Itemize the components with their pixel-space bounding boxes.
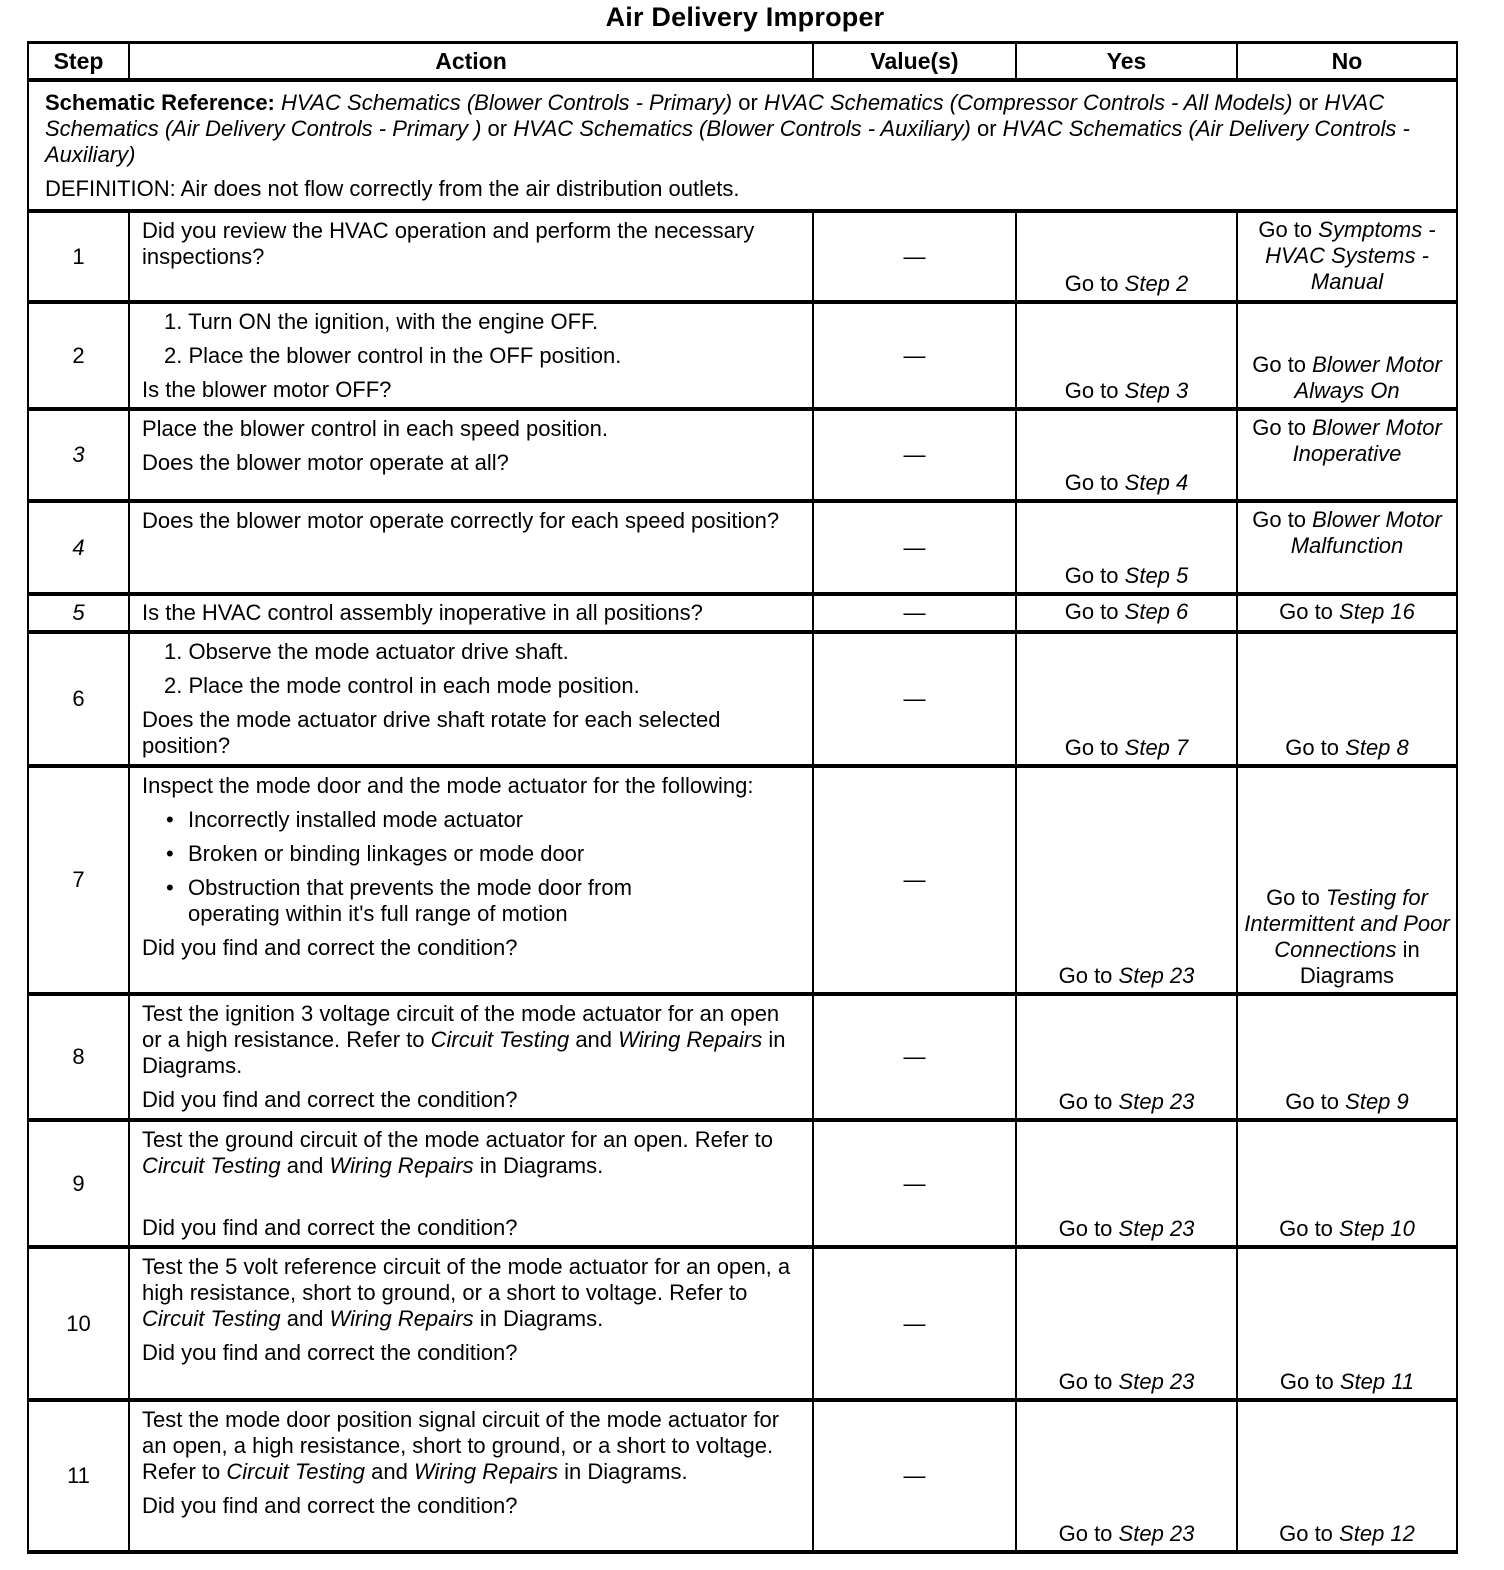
- step-number: 7: [28, 766, 129, 994]
- yes-link[interactable]: Step 6: [1124, 598, 1189, 624]
- yes-cell: [1016, 501, 1237, 594]
- step-number: 2: [28, 302, 129, 409]
- yes-link[interactable]: Step 2: [1124, 271, 1189, 296]
- no-cell: [1237, 632, 1457, 766]
- yes-link[interactable]: Step 23: [1118, 963, 1195, 988]
- question-text: Is the blower motor OFF?: [142, 377, 392, 402]
- no-cell: [1237, 409, 1457, 501]
- action-text: Test the mode door position signal circuit of the mode actuator for an open, a high resistance, short to ground, or a short to voltage. Refer to Circuit Testing and Wiring Repairs in Diagrams.: [142, 1407, 780, 1484]
- action-cell: [129, 994, 813, 1120]
- bullet-text: Obstruction that prevents the mode door from operating within it's full range of motion: [188, 875, 632, 926]
- yes-cell: [1016, 594, 1237, 632]
- yes-link[interactable]: Step 23: [1118, 1521, 1195, 1546]
- action-cell: [129, 1120, 813, 1247]
- goto-text: Go to: [1252, 507, 1307, 532]
- wiring-repairs-link[interactable]: Wiring Repairs: [329, 1153, 474, 1178]
- step-number: 9: [28, 1120, 129, 1247]
- question-text: Did you find and correct the condition?: [142, 1087, 518, 1112]
- table-row: [28, 211, 1457, 302]
- step-number: 10: [28, 1247, 129, 1400]
- no-cell: [1237, 994, 1457, 1120]
- yes-cell: [1016, 1120, 1237, 1247]
- yes-link[interactable]: Step 23: [1118, 1216, 1195, 1241]
- no-link[interactable]: Blower Motor Inoperative: [1292, 415, 1442, 466]
- schematic-link[interactable]: HVAC Schematics (Blower Controls - Auxiliary): [513, 116, 971, 141]
- goto-text: Go to: [1064, 378, 1119, 403]
- action-text: Test the ground circuit of the mode actuator for an open. Refer to Circuit Testing and Wiring Repairs in Diagrams.: [142, 1127, 774, 1178]
- goto-text: Go to: [1252, 352, 1307, 377]
- no-cell: [1237, 766, 1457, 994]
- question-text: Does the mode actuator drive shaft rotate for each selected position?: [142, 707, 721, 758]
- column-header-yes: Yes: [1016, 43, 1237, 81]
- circuit-testing-link[interactable]: Circuit Testing: [142, 1306, 281, 1331]
- schematic-reference-text: [45, 90, 1440, 168]
- bullet-text: Incorrectly installed mode actuator: [188, 807, 524, 832]
- joiner-text: or: [1298, 90, 1319, 115]
- bullet-text: Broken or binding linkages or mode door: [188, 841, 585, 866]
- page-title: Air Delivery Improper: [605, 2, 885, 32]
- action-cell: [129, 211, 813, 302]
- no-link[interactable]: Step 12: [1339, 1521, 1415, 1546]
- yes-link[interactable]: Step 23: [1118, 1089, 1195, 1114]
- yes-cell: [1016, 1247, 1237, 1400]
- table-row: [28, 409, 1457, 501]
- wiring-repairs-link[interactable]: Wiring Repairs: [413, 1459, 559, 1484]
- no-link[interactable]: Step 10: [1339, 1216, 1415, 1241]
- table-row: [28, 766, 1457, 994]
- action-text: Place the blower control in each speed position.: [142, 416, 608, 441]
- step-number: 11: [28, 1400, 129, 1552]
- table-header-row: [28, 43, 1457, 81]
- value-cell: —: [813, 594, 1016, 632]
- yes-cell: [1016, 1400, 1237, 1552]
- bullet-icon: •: [166, 807, 174, 832]
- definition-text: DEFINITION: Air does not flow correctly from the air distribution outlets.: [45, 176, 740, 201]
- no-link[interactable]: Testing for Intermittent and Poor Connections: [1244, 885, 1450, 962]
- diagnostic-table: [27, 41, 1458, 1554]
- joiner-text: or: [976, 116, 997, 141]
- action-cell: [129, 1400, 813, 1552]
- step-number: 5: [28, 594, 129, 632]
- substep: 2. Place the blower control in the OFF position.: [164, 343, 622, 368]
- value-cell: —: [813, 766, 1016, 994]
- no-cell: [1237, 1247, 1457, 1400]
- step-number: 6: [28, 632, 129, 766]
- action-cell: [129, 632, 813, 766]
- schematic-link[interactable]: HVAC Schematics (Blower Controls - Primary): [281, 90, 733, 115]
- goto-text: Go to: [1064, 735, 1119, 760]
- wiring-repairs-link[interactable]: Wiring Repairs: [329, 1306, 474, 1331]
- goto-text: Go to: [1064, 470, 1119, 495]
- goto-suffix-text: in Diagrams: [1299, 937, 1420, 988]
- table-row: [28, 1400, 1457, 1552]
- joiner-text: or: [487, 116, 508, 141]
- bullet-item: [142, 841, 804, 867]
- value-cell: —: [813, 409, 1016, 501]
- question-text: Did you find and correct the condition?: [142, 1215, 518, 1240]
- value-cell: —: [813, 632, 1016, 766]
- goto-text: Go to: [1058, 1216, 1113, 1241]
- table-row: [28, 594, 1457, 632]
- step-number: 3: [28, 409, 129, 501]
- no-link[interactable]: Blower Motor Always On: [1294, 352, 1442, 403]
- goto-text: Go to: [1285, 735, 1340, 760]
- column-header-no: No: [1237, 43, 1457, 81]
- yes-cell: [1016, 994, 1237, 1120]
- yes-link[interactable]: Step 7: [1124, 735, 1189, 760]
- step-number: 4: [28, 501, 129, 594]
- action-cell: [129, 1247, 813, 1400]
- yes-link[interactable]: Step 3: [1124, 378, 1189, 403]
- action-cell: [129, 409, 813, 501]
- bullet-icon: •: [166, 841, 174, 866]
- table-row: [28, 1120, 1457, 1247]
- yes-link[interactable]: Step 5: [1124, 563, 1189, 588]
- yes-link[interactable]: Step 23: [1118, 1369, 1195, 1394]
- action-text: Test the 5 volt reference circuit of the mode actuator for an open, a high resistance, short to ground, or a short to voltage. Refer to Circuit Testing and Wiring Repairs in Diagrams.: [142, 1254, 791, 1331]
- action-cell: [129, 302, 813, 409]
- schematic-reference-row: [28, 80, 1457, 211]
- question-text: Does the blower motor operate at all?: [142, 450, 509, 475]
- goto-text: Go to: [1266, 885, 1320, 910]
- column-header-values: Value(s): [813, 43, 1016, 81]
- goto-text: Go to: [1058, 1089, 1113, 1114]
- question-text: Did you find and correct the condition?: [142, 1340, 518, 1365]
- table-row: [28, 501, 1457, 594]
- action-text: Test the ignition 3 voltage circuit of the mode actuator for an open or a high resistance. Refer to Circuit Testing and Wiring Repairs in Diagrams.: [142, 1001, 786, 1078]
- step-number: 1: [28, 211, 129, 302]
- no-cell: [1237, 211, 1457, 302]
- goto-text: Go to: [1058, 1369, 1113, 1394]
- no-cell: [1237, 594, 1457, 632]
- no-link[interactable]: Blower Motor Malfunction: [1290, 507, 1442, 558]
- no-link[interactable]: Step 16: [1339, 598, 1415, 624]
- value-cell: —: [813, 1247, 1016, 1400]
- action-cell: [129, 594, 813, 632]
- no-cell: [1237, 501, 1457, 594]
- wiring-repairs-link[interactable]: Wiring Repairs: [618, 1027, 763, 1052]
- action-text: Does the blower motor operate correctly for each speed position?: [142, 508, 780, 533]
- joiner-text: or: [738, 90, 758, 115]
- action-cell: [129, 766, 813, 994]
- goto-text: Go to: [1279, 598, 1333, 624]
- table-row: [28, 302, 1457, 409]
- schematic-link[interactable]: HVAC Schematics (Compressor Controls - All Models): [763, 90, 1293, 115]
- no-link[interactable]: Step 11: [1339, 1369, 1415, 1394]
- bullet-item: [142, 875, 804, 927]
- schematic-link[interactable]: HVAC Schematics (Air Delivery Controls - Primary ): [45, 90, 1385, 141]
- question-text: Did you find and correct the condition?: [142, 935, 518, 960]
- action-text: Is the HVAC control assembly inoperative in all positions?: [142, 600, 703, 625]
- goto-text: Go to: [1279, 1216, 1333, 1241]
- column-header-action: Action: [129, 43, 813, 81]
- goto-text: Go to: [1058, 1521, 1113, 1546]
- value-cell: —: [813, 211, 1016, 302]
- action-text: Inspect the mode door and the mode actuator for the following:: [142, 773, 754, 798]
- bullet-item: [142, 807, 804, 833]
- goto-text: Go to: [1252, 415, 1307, 440]
- substep: 2. Place the mode control in each mode position.: [164, 673, 640, 698]
- goto-text: Go to: [1285, 1089, 1340, 1114]
- value-cell: —: [813, 1120, 1016, 1247]
- no-link[interactable]: Step 8: [1345, 735, 1409, 760]
- no-cell: [1237, 1400, 1457, 1552]
- circuit-testing-link[interactable]: Circuit Testing: [430, 1027, 570, 1052]
- schematic-link[interactable]: HVAC Schematics (Air Delivery Controls - Auxiliary): [45, 116, 1410, 167]
- value-cell: —: [813, 994, 1016, 1120]
- yes-cell: [1016, 211, 1237, 302]
- schematic-reference-cell: [28, 80, 1457, 211]
- table-row: [28, 994, 1457, 1120]
- goto-text: Go to: [1279, 1521, 1333, 1546]
- goto-text: Go to: [1064, 563, 1119, 588]
- circuit-testing-link[interactable]: Circuit Testing: [142, 1153, 281, 1178]
- column-header-step: Step: [28, 43, 129, 81]
- yes-cell: [1016, 409, 1237, 501]
- goto-text: Go to: [1279, 1369, 1334, 1394]
- no-cell: [1237, 1120, 1457, 1247]
- action-cell: [129, 501, 813, 594]
- goto-text: Go to: [1258, 217, 1313, 242]
- schematic-reference-label: Schematic Reference:: [45, 90, 275, 115]
- value-cell: —: [813, 501, 1016, 594]
- bullet-icon: •: [166, 875, 174, 900]
- no-link[interactable]: Symptoms - HVAC Systems - Manual: [1265, 217, 1436, 294]
- value-cell: —: [813, 302, 1016, 409]
- step-number: 8: [28, 994, 129, 1120]
- no-link[interactable]: Step 9: [1345, 1089, 1409, 1114]
- goto-text: Go to: [1064, 598, 1119, 624]
- yes-link[interactable]: Step 4: [1124, 470, 1189, 495]
- yes-cell: [1016, 302, 1237, 409]
- yes-cell: [1016, 632, 1237, 766]
- yes-cell: [1016, 766, 1237, 994]
- circuit-testing-link[interactable]: Circuit Testing: [226, 1459, 365, 1484]
- table-row: [28, 632, 1457, 766]
- question-text: Did you find and correct the condition?: [142, 1493, 518, 1518]
- table-row: [28, 1247, 1457, 1400]
- goto-text: Go to: [1058, 963, 1113, 988]
- value-cell: —: [813, 1400, 1016, 1552]
- no-cell: [1237, 302, 1457, 409]
- goto-text: Go to: [1064, 271, 1119, 296]
- action-text: Did you review the HVAC operation and perform the necessary inspections?: [142, 218, 755, 269]
- substep: 1. Observe the mode actuator drive shaft.: [164, 639, 569, 664]
- substep: 1. Turn ON the ignition, with the engine OFF.: [164, 309, 599, 334]
